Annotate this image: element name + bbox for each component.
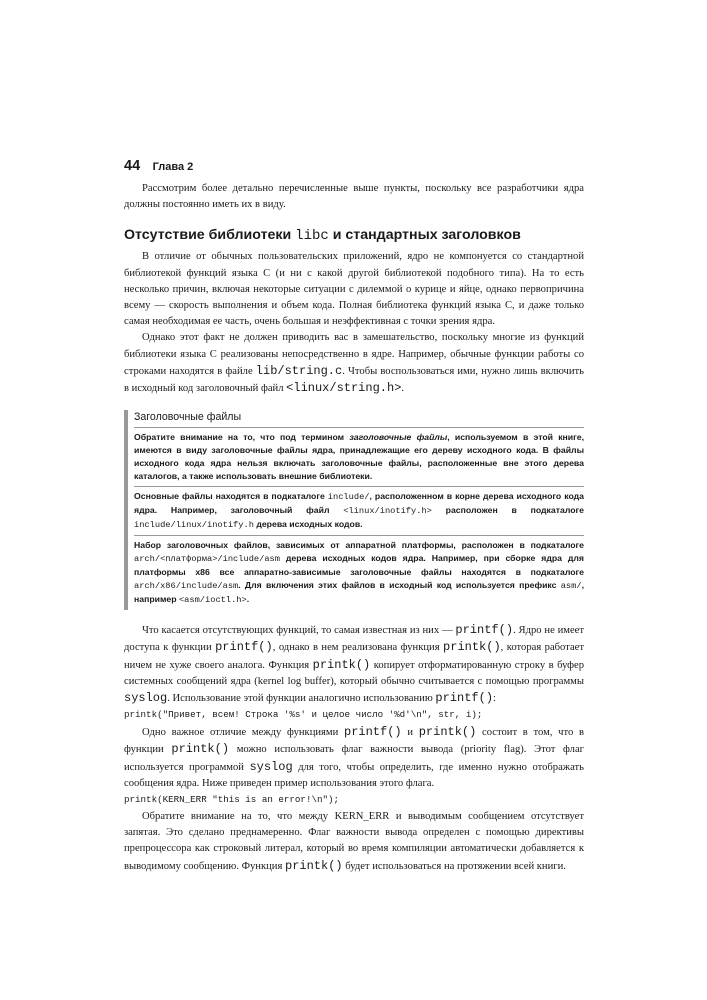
inline-code: syslog: [249, 759, 293, 774]
paragraph-printk: Что касается отсутствующих функций, то самая известная из них — printf(). Ядро не имеет доступа к функции printf(), однако в нем реализована функция printk(), которая работает ничем не хуже своего аналога. Функция printk() копирует отформатированную строку в буфер системных сообщений ядра (kernel log buffer), который обычно считывается с помощью программы syslog. Использование этой функции аналогично использованию printf():: [124, 623, 585, 706]
inline-code: printf(): [435, 691, 494, 706]
paragraph-no-libc: В отличие от обычных пользовательских приложений, ядро не компонуется со стандартной библиотекой функций языка C (и ни с какой другой библиотекой подобного типа). На то есть несколько причин, включая некоторые ситуации с дилеммой о курице и яйце, однако первопричина всему — скорость выполнения и объем кода. Полная библиотека функций языка C, и даже только самая необходимая ее часть, очень большая и неэффективная с точки зрения ядра.: [124, 251, 584, 328]
paragraph-string-functions: Однако этот факт не должен приводить вас в замешательство, поскольку многие из функций библиотеки языка C реализованы непосредственно в ядре. Например, обычные функции работы со строками находятся в файле lib/string.c. Чтобы воспользоваться ими, нужно лишь включить в исходный код заголовочный файл <linux/string.h>.: [124, 332, 584, 396]
page-header: [124, 157, 193, 175]
inline-code: <asm/ioctl.h>: [178, 595, 247, 606]
section-heading: Отсутствие библиотеки libc и стандартных заголовков: [124, 227, 521, 245]
sidebar-body: [134, 427, 584, 610]
sidebar-title: Заголовочные файлы: [134, 411, 242, 424]
inline-code: arch/x86/include/asm: [134, 581, 239, 592]
inline-code: printf(): [344, 725, 402, 740]
inline-code: printk(): [285, 858, 343, 873]
sidebar-header-files: [124, 410, 584, 610]
inline-code: printk(): [312, 657, 371, 672]
inline-code: asm/: [560, 581, 582, 592]
inline-code: <linux/string.h>: [286, 381, 402, 396]
sidebar-paragraph: Обратите внимание на то, что под термином заголовочные файлы, используемом в этой книге, имеются в виду заголовочные файлы ядра, принадлежащие его дереву исходного кода. В файлы исходного кода ядра нельзя включать заголовочные файлы, расположенные вне этого дерева каталогов, а также использовать внешние библиотеки.: [134, 428, 584, 487]
page-content: [124, 181, 584, 875]
inline-code: include/: [327, 492, 370, 503]
sidebar-paragraph: Основные файлы находятся в подкаталоге include/, расположенном в корне дерева исходного кода ядра. Например, заголовочный файл <linux/inotify.h> расположен в подкаталоге include/linux/inotify.h дерева исходных кодов.: [134, 487, 584, 536]
code-example-kern-err: printk(KERN_ERR "this is an error!\n");: [124, 794, 340, 806]
inline-code: printf(): [215, 640, 273, 655]
page-number: 44: [124, 158, 141, 174]
section-heading-code: libc: [295, 228, 329, 245]
inline-code: arch/<платформа>/include/asm: [134, 554, 280, 565]
paragraph-no-comma: Обратите внимание на то, что между KERN_ERR и выводимым сообщением отсутствует запятая. Это сделано преднамеренно. Флаг важности вывода определен с помощью директивы препроцессора как строковый литерал, который во время компиляции автоматически добавляется к выводимому сообщению. Функция printk() будет использоваться на протяжении всей книги.: [124, 811, 584, 873]
paragraph-priority-flag: Одно важное отличие между функциями printf() и printk() состоит в том, что в функции printk() можно использовать флаг важности вывода (priority flag). Этот флаг используется программой syslog для того, чтобы определить, где именно нужно отображать сообщения ядра. Ниже приведен пример использования этого флага.: [124, 725, 584, 789]
code-example-printk: printk("Привет, всем! Строка '%s' и целое число '%d'\n", str, i);: [124, 709, 483, 721]
sidebar-paragraph: Набор заголовочных файлов, зависимых от аппаратной платформы, расположен в подкаталоге arch/<платформа>/include/asm дерева исходных кодов ядра. Например, при сборке ядра для платформы x86 все аппаратно-зависимые заголовочные файлы находятся в подкаталоге arch/x86/include/asm. Для включения этих файлов в исходный код используется префикс asm/, например <asm/ioctl.h>.: [134, 540, 584, 606]
inline-code: syslog: [124, 691, 168, 706]
intro-paragraph: Рассмотрим более детально перечисленные выше пункты, поскольку все разработчики ядра должны постоянно иметь их в виду.: [124, 183, 584, 211]
inline-code: printk(): [171, 742, 230, 757]
inline-code: printk(): [443, 640, 501, 655]
inline-code: include/linux/inotify.h: [134, 520, 254, 531]
inline-code: printk(): [418, 725, 477, 740]
inline-code: <linux/inotify.h>: [343, 506, 432, 517]
inline-code: printf(): [455, 623, 514, 638]
inline-code: lib/string.c: [255, 363, 343, 378]
chapter-label: Глава 2: [152, 161, 194, 173]
